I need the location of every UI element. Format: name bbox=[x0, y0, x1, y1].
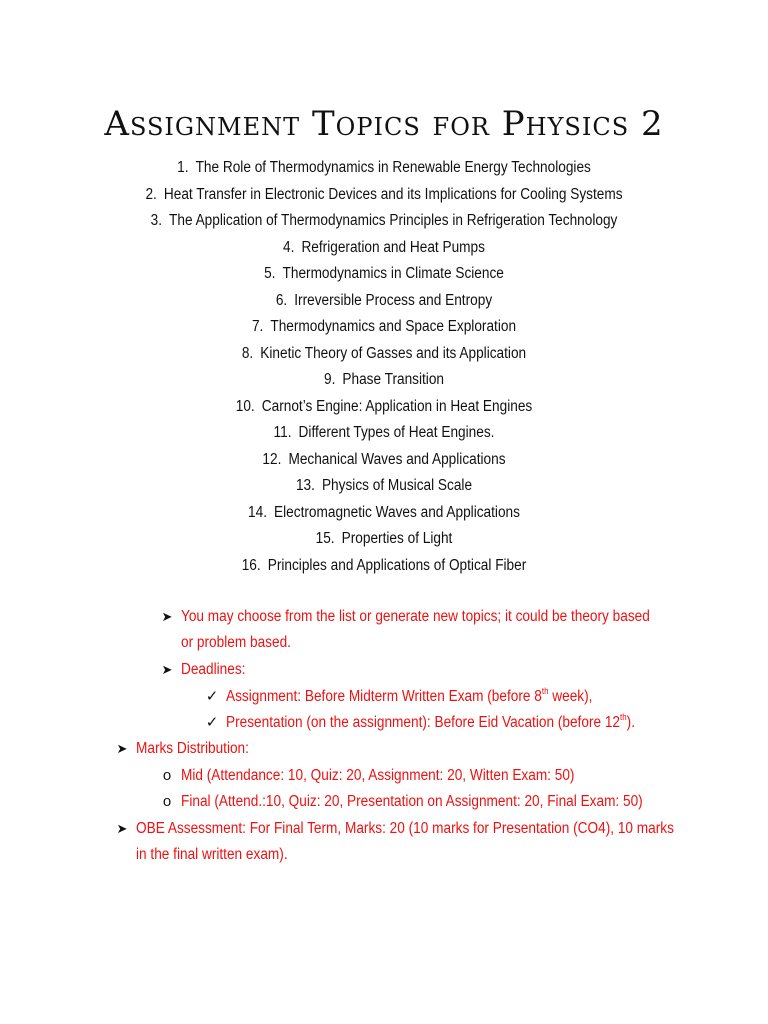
topic-item bbox=[46, 526, 722, 553]
checkmark-icon: ✓ bbox=[205, 688, 219, 705]
topic-item bbox=[46, 314, 722, 341]
topic-text: The Application of Thermodynamics Principles in Refrigeration Technology bbox=[169, 212, 618, 229]
topic-text: Principles and Applications of Optical Fiber bbox=[267, 556, 527, 574]
checkmark-icon: ✓ bbox=[205, 714, 219, 731]
marks-final: Final (Attend.:10, Quiz: 20, Presentation on Assignment: 20, Final Exam: 50) bbox=[181, 793, 643, 810]
deadline-assignment-tail: week), bbox=[548, 688, 593, 705]
topic-item bbox=[46, 182, 722, 209]
obe-assessment-line-2: in the final written exam). bbox=[136, 846, 288, 863]
topic-item bbox=[46, 473, 722, 500]
topic-number: 6. bbox=[275, 291, 288, 309]
deadline-presentation-tail: ). bbox=[626, 714, 635, 731]
topic-number: 2. bbox=[145, 185, 157, 203]
deadline-presentation bbox=[226, 710, 635, 736]
topic-number: 16. bbox=[241, 556, 261, 574]
topic-number: 11. bbox=[273, 424, 292, 441]
topic-text: Properties of Light bbox=[341, 530, 453, 547]
topic-item bbox=[46, 341, 722, 368]
topic-text: Thermodynamics and Space Exploration bbox=[270, 318, 517, 335]
topic-number: 3. bbox=[150, 212, 162, 229]
topic-text: Phase Transition bbox=[342, 371, 445, 388]
topic-number: 4. bbox=[283, 238, 295, 256]
topic-text: Thermodynamics in Climate Science bbox=[282, 265, 504, 282]
topic-list bbox=[0, 155, 768, 579]
topic-item bbox=[46, 553, 722, 580]
topic-text: Carnot’s Engine: Application in Heat Engines bbox=[261, 397, 533, 415]
topic-item bbox=[46, 261, 722, 288]
topic-item bbox=[46, 394, 722, 421]
topic-text: Heat Transfer in Electronic Devices and its Implications for Cooling Systems bbox=[163, 185, 623, 203]
arrow-bullet-icon: ➤ bbox=[161, 662, 173, 677]
topic-number: 8. bbox=[241, 344, 254, 362]
obe-assessment-line-1: OBE Assessment: For Final Term, Marks: 20 (10 marks for Presentation (CO4), 10 marks bbox=[136, 820, 674, 837]
choose-note-line-1: You may choose from the list or generate new topics; it could be theory based bbox=[181, 608, 650, 625]
topic-number: 1. bbox=[177, 159, 189, 176]
deadlines-label: Deadlines: bbox=[181, 661, 246, 678]
topic-number: 14. bbox=[248, 503, 268, 521]
topic-item bbox=[46, 235, 722, 262]
topic-item bbox=[46, 420, 722, 447]
topic-item bbox=[46, 367, 722, 394]
marks-distribution-label: Marks Distribution: bbox=[136, 740, 249, 757]
topic-item bbox=[46, 447, 722, 474]
topic-item bbox=[46, 500, 722, 527]
ordinal-suffix: th bbox=[620, 711, 627, 722]
hollow-circle-icon: o bbox=[162, 767, 172, 784]
topic-number: 13. bbox=[295, 477, 315, 494]
topic-number: 9. bbox=[323, 371, 336, 388]
topic-text: Irreversible Process and Entropy bbox=[294, 291, 493, 309]
topic-number: 5. bbox=[264, 265, 276, 282]
hollow-circle-icon: o bbox=[162, 793, 172, 810]
page-title: Assignment Topics for Physics 2 bbox=[104, 104, 664, 144]
topic-item bbox=[46, 288, 722, 315]
topic-number: 10. bbox=[235, 397, 255, 415]
topic-text: The Role of Thermodynamics in Renewable Energy Technologies bbox=[195, 159, 591, 176]
arrow-bullet-icon: ➤ bbox=[116, 821, 128, 836]
topic-number: 12. bbox=[262, 450, 282, 468]
deadline-assignment bbox=[226, 684, 592, 710]
arrow-bullet-icon: ➤ bbox=[161, 609, 173, 624]
topic-item bbox=[46, 155, 722, 182]
deadline-assignment-text: Assignment: Before Midterm Written Exam (before 8 bbox=[226, 688, 542, 705]
topic-text: Kinetic Theory of Gasses and its Application bbox=[260, 344, 527, 362]
topic-text: Electromagnetic Waves and Applications bbox=[274, 503, 520, 521]
deadline-presentation-text: Presentation (on the assignment): Before Eid Vacation (before 12 bbox=[226, 714, 621, 731]
topic-number: 15. bbox=[315, 530, 335, 547]
topic-text: Physics of Musical Scale bbox=[321, 477, 473, 494]
ordinal-suffix: th bbox=[541, 685, 549, 696]
choose-note-line-2: or problem based. bbox=[181, 634, 291, 651]
topic-text: Different Types of Heat Engines. bbox=[298, 424, 495, 441]
topic-item bbox=[46, 208, 722, 235]
marks-mid: Mid (Attendance: 10, Quiz: 20, Assignment: 20, Witten Exam: 50) bbox=[181, 767, 575, 784]
topic-number: 7. bbox=[251, 318, 264, 335]
arrow-bullet-icon: ➤ bbox=[116, 741, 128, 756]
topic-text: Mechanical Waves and Applications bbox=[288, 450, 506, 468]
topic-text: Refrigeration and Heat Pumps bbox=[301, 238, 485, 256]
